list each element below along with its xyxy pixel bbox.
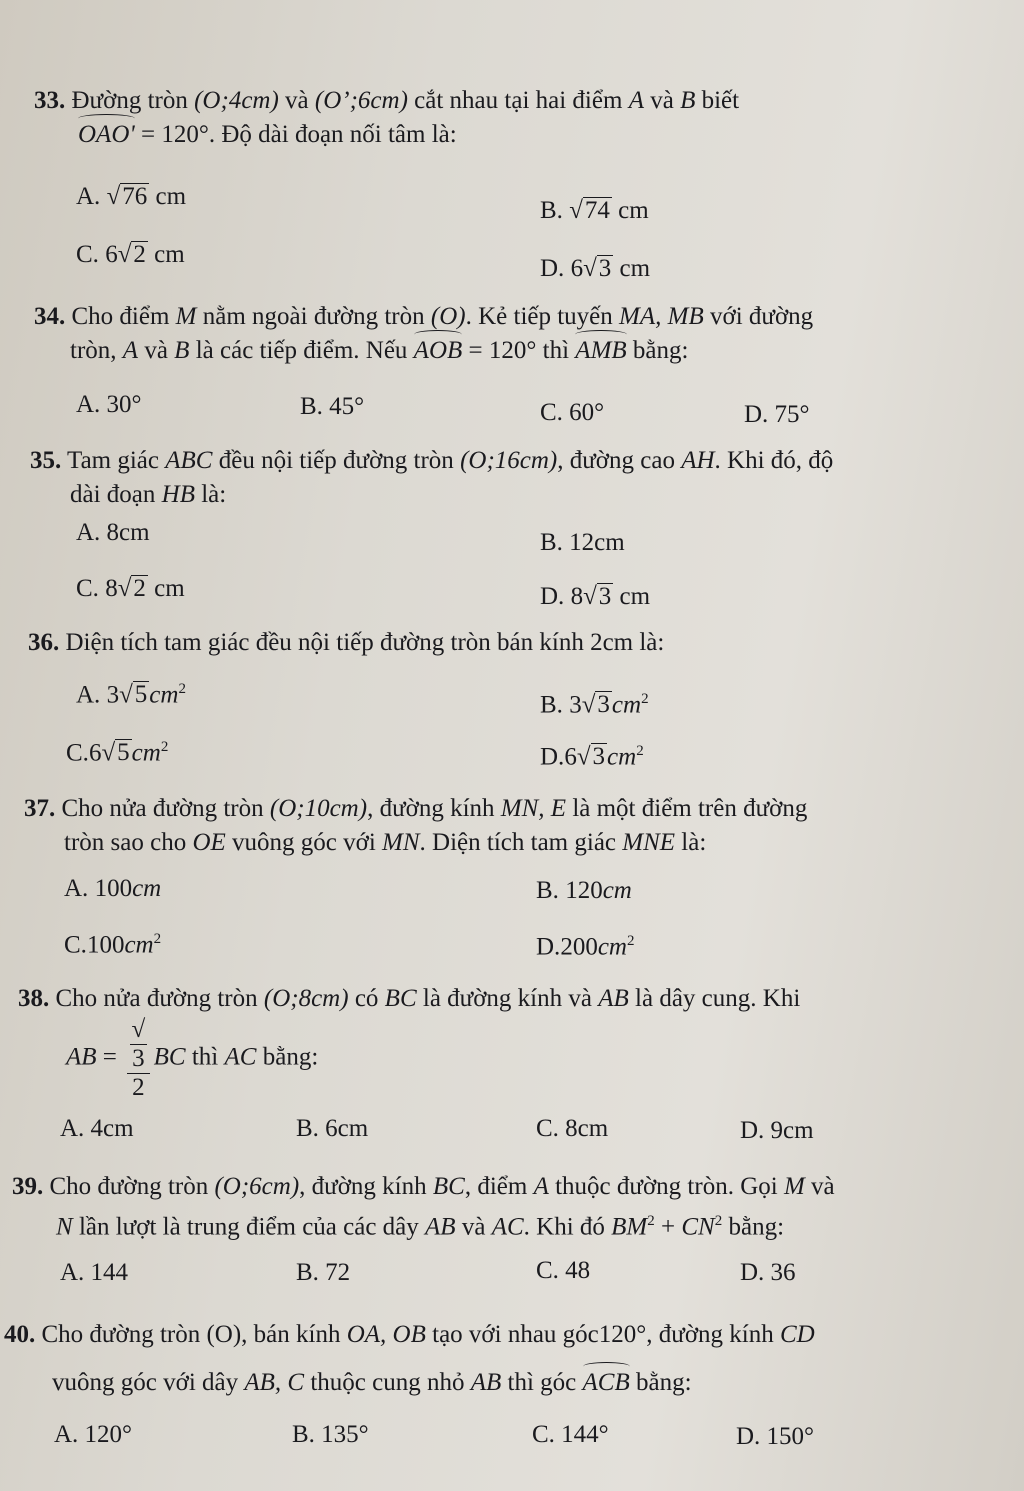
option-37-d[interactable] xyxy=(536,924,634,964)
text: 2 xyxy=(714,1213,723,1229)
text: B. xyxy=(540,197,563,224)
text: BC xyxy=(153,1043,186,1071)
angle-aob: AOB xyxy=(414,334,463,368)
point-label: A xyxy=(628,87,644,114)
question-number: 37. xyxy=(24,795,56,822)
text: với đường xyxy=(703,303,814,330)
text: nằm ngoài đường tròn xyxy=(196,303,431,330)
option-33-c[interactable]: C. 6√2 cm xyxy=(76,241,185,268)
text: D. xyxy=(540,255,565,282)
fraction xyxy=(127,1016,150,1102)
option-40-a[interactable]: A. 120° xyxy=(54,1421,133,1448)
option-37-c[interactable] xyxy=(64,922,161,962)
text: 100 xyxy=(86,931,125,959)
text: 5 xyxy=(134,681,148,709)
text: A xyxy=(122,337,139,364)
text: là: xyxy=(675,829,707,856)
text: cm xyxy=(602,877,632,904)
text: A. xyxy=(64,875,95,902)
text: + xyxy=(654,1213,682,1241)
option-40-c[interactable]: C. 144° xyxy=(532,1421,609,1448)
option-36-b[interactable]: B. $3√3cm^2$ xyxy=(540,691,649,719)
option-39-a[interactable]: A. 144 xyxy=(60,1259,129,1286)
question-number: 35. xyxy=(30,447,62,474)
point-label: B xyxy=(680,87,696,114)
question-39 xyxy=(12,1170,987,1244)
text: Cho đường tròn (O), bán kính xyxy=(35,1321,347,1348)
text: (O) xyxy=(430,303,466,330)
text: MN xyxy=(382,829,420,856)
text: là dây cung. Khi xyxy=(628,985,801,1012)
text: và xyxy=(643,87,681,114)
text: 2 xyxy=(647,1213,655,1229)
option-36-d[interactable]: $D.6√3cm^2$ xyxy=(540,743,644,771)
text: N xyxy=(56,1213,73,1241)
option-37-a[interactable] xyxy=(64,872,161,906)
angle-amb: AMB xyxy=(575,334,626,368)
text: Cho điểm xyxy=(65,303,176,330)
text: 76 xyxy=(122,183,148,210)
text: 120 xyxy=(565,877,603,904)
text: Cho nửa đường tròn xyxy=(55,795,270,822)
text: tròn sao cho xyxy=(64,829,193,856)
question-number: 34. xyxy=(34,303,66,330)
text: , đường kính xyxy=(299,1173,433,1200)
text: là đường kính và xyxy=(416,985,599,1012)
text: C. xyxy=(66,739,89,767)
option-33-a[interactable]: A. √76 cm xyxy=(76,183,187,210)
option-40-b[interactable]: B. 135° xyxy=(292,1421,369,1448)
option-34-b[interactable]: B. 45° xyxy=(300,393,365,420)
question-36 xyxy=(28,626,988,660)
text: OE xyxy=(192,829,226,856)
text: AC xyxy=(491,1213,524,1241)
option-34-a[interactable]: A. 30° xyxy=(76,391,142,418)
text: 2 xyxy=(160,739,169,755)
text: cm xyxy=(611,197,649,224)
text: BC xyxy=(384,985,417,1012)
text: bằng: xyxy=(629,1369,692,1396)
text: 3 xyxy=(597,691,610,719)
text: thì góc xyxy=(501,1369,583,1396)
text: 120° xyxy=(598,1321,647,1348)
text: biết xyxy=(695,87,740,114)
text: 3 xyxy=(569,691,582,719)
text: 2 xyxy=(636,743,644,759)
text: . Kẻ tiếp tuyến xyxy=(465,303,620,330)
text: = 120° xyxy=(462,337,537,364)
text: 3 xyxy=(132,1045,145,1072)
question-number: 39. xyxy=(12,1173,44,1200)
angle-acb: ACB xyxy=(583,1366,630,1400)
text: , điểm xyxy=(464,1173,534,1200)
angle-oao: OAO' xyxy=(78,118,135,152)
option-34-c[interactable]: C. 60° xyxy=(540,399,605,426)
text: bằng: xyxy=(626,337,689,364)
question-38-line2 xyxy=(66,1016,318,1102)
text: 3 xyxy=(598,255,612,282)
question-34 xyxy=(34,300,994,368)
text: 200 xyxy=(560,933,598,961)
text: cm xyxy=(607,743,637,771)
text: 100 xyxy=(94,875,133,902)
text: cm xyxy=(149,183,187,210)
text: dài đoạn xyxy=(70,481,162,508)
circle-label: (O’;6cm) xyxy=(314,87,408,114)
text: thì xyxy=(185,1043,225,1071)
option-35-a[interactable]: A. 8cm xyxy=(76,519,150,546)
question-35 xyxy=(30,444,990,512)
question-number: 36. xyxy=(28,629,60,656)
question-38 xyxy=(18,982,988,1016)
text: , đường kính xyxy=(367,795,501,822)
text: (O;6cm) xyxy=(214,1173,300,1200)
text: Cho nửa đường tròn xyxy=(49,985,264,1012)
option-35-c[interactable]: C. 8√2 cm xyxy=(76,575,185,602)
question-40 xyxy=(4,1318,994,1352)
text: và xyxy=(804,1173,835,1200)
text: CD xyxy=(780,1321,815,1348)
text: tròn, xyxy=(70,337,123,364)
option-39-c[interactable]: C. 48 xyxy=(536,1257,591,1284)
text: CN xyxy=(681,1213,715,1241)
option-33-b[interactable]: B. √74 cm xyxy=(540,197,649,224)
text: HB xyxy=(161,481,195,508)
text: và xyxy=(138,337,175,364)
text: (O;10cm) xyxy=(269,795,368,822)
text: AB xyxy=(425,1213,456,1241)
text: cm xyxy=(611,691,642,719)
text: M xyxy=(175,303,197,330)
option-35-b[interactable]: B. 12cm xyxy=(540,529,625,556)
text: 3 xyxy=(598,583,612,610)
text: là các tiếp điểm. Nếu xyxy=(189,337,414,364)
text: 2 xyxy=(133,575,146,602)
text: BM xyxy=(611,1213,648,1241)
text: MNE xyxy=(622,829,676,856)
question-number: 40. xyxy=(4,1321,36,1348)
text: cm xyxy=(149,681,179,709)
text: B xyxy=(174,337,190,364)
option-38-d[interactable]: D. 9cm xyxy=(740,1117,814,1144)
text: 2 xyxy=(132,1074,145,1101)
text: M xyxy=(783,1173,805,1200)
text: Cho đường tròn xyxy=(43,1173,215,1200)
text: D. xyxy=(540,583,565,610)
text: 2 xyxy=(178,681,186,697)
text: vuông góc với xyxy=(225,829,383,856)
text: (O;16cm) xyxy=(460,447,558,474)
text: 2 xyxy=(641,691,649,707)
text: . Khi đó xyxy=(523,1213,612,1241)
text: thì xyxy=(536,337,576,364)
text: 2 xyxy=(133,241,146,268)
text: OA, OB xyxy=(346,1321,426,1348)
text: , đường cao xyxy=(557,447,682,474)
option-38-b[interactable]: B. 6cm xyxy=(296,1115,369,1142)
text: 74 xyxy=(584,197,610,224)
text: . Diện tích tam giác xyxy=(419,829,623,856)
text: 8 xyxy=(570,583,584,610)
text: 6 xyxy=(564,743,577,771)
option-39-b[interactable]: B. 72 xyxy=(296,1259,351,1286)
text: BC xyxy=(432,1173,465,1200)
option-38-c[interactable]: C. 8cm xyxy=(536,1115,609,1142)
text: cm xyxy=(597,933,627,961)
text: , đường kính xyxy=(646,1321,780,1348)
text: và xyxy=(278,87,315,114)
text: tạo với nhau góc xyxy=(425,1321,599,1348)
text: AB xyxy=(598,985,629,1012)
text: C. xyxy=(64,931,87,959)
option-37-b[interactable] xyxy=(536,874,632,908)
option-40-d[interactable]: D. 150° xyxy=(736,1423,815,1450)
text: Tam giác xyxy=(61,447,166,474)
text: cm xyxy=(124,931,154,959)
text: B. xyxy=(540,691,563,719)
text: cm xyxy=(131,739,161,767)
text: Đường tròn xyxy=(71,87,195,114)
text: cm xyxy=(613,583,651,610)
text: Diện tích tam giác đều nội tiếp đường tròn bán kính 2cm là: xyxy=(59,629,665,656)
circle-label: (O;4cm) xyxy=(194,87,279,114)
text: bằng: xyxy=(722,1213,785,1241)
text: thuộc đường tròn. Gọi xyxy=(548,1173,784,1200)
text: 3 xyxy=(106,681,120,709)
text: 8 xyxy=(105,575,118,602)
text: 3 xyxy=(592,743,606,771)
text: lần lượt là trung điểm của các dây xyxy=(72,1213,426,1241)
text: B. xyxy=(536,877,566,904)
text: √ 3 xyxy=(127,1016,150,1074)
text: C. xyxy=(76,575,99,602)
text: cm xyxy=(147,575,185,602)
text: AC xyxy=(224,1043,257,1071)
text: MA, MB xyxy=(619,303,704,330)
text: có xyxy=(348,985,385,1012)
text: 6 xyxy=(105,241,118,268)
text: là: xyxy=(194,481,227,508)
text: vuông góc với dây xyxy=(52,1369,245,1396)
text: D. xyxy=(536,933,561,961)
question-37 xyxy=(24,792,989,860)
text: 5 xyxy=(117,739,130,767)
text: cm xyxy=(132,875,162,902)
text: . Độ dài đoạn nối tâm là: xyxy=(208,121,457,148)
text: MN, E xyxy=(500,795,567,822)
option-36-a[interactable]: A. $3√5cm^2$ xyxy=(76,681,186,709)
text: đều nội tiếp đường tròn xyxy=(212,447,461,474)
text: AB xyxy=(66,1043,97,1071)
text: cm xyxy=(147,241,185,268)
text: cm xyxy=(613,255,651,282)
option-36-c[interactable]: $C.6√5cm^2$ xyxy=(66,739,169,767)
text: 2 xyxy=(626,933,635,949)
text: thuộc cung nhỏ xyxy=(304,1369,471,1396)
question-number: 38. xyxy=(18,985,50,1012)
option-39-d[interactable]: D. 36 xyxy=(740,1259,796,1286)
text: D. xyxy=(540,743,565,771)
question-40-line2 xyxy=(52,1366,692,1400)
text: = xyxy=(96,1043,124,1071)
question-33 xyxy=(34,84,994,152)
text: A. xyxy=(76,681,101,709)
option-34-d[interactable]: D. 75° xyxy=(744,401,810,428)
text: 6 xyxy=(88,739,102,767)
text: ABC xyxy=(165,447,213,474)
text: 6 xyxy=(570,255,584,282)
text: cắt nhau tại hai điểm xyxy=(407,87,629,114)
text: và xyxy=(455,1213,492,1241)
text: AB xyxy=(470,1369,502,1396)
text: (O;8cm) xyxy=(263,985,349,1012)
option-35-d[interactable]: D. 8√3 cm xyxy=(540,583,651,610)
text: A. xyxy=(76,183,101,210)
text: A xyxy=(533,1173,549,1200)
option-33-d[interactable]: D. 6√3 cm xyxy=(540,255,651,282)
question-number: 33. xyxy=(34,87,66,114)
text: AB, C xyxy=(244,1369,305,1396)
text: AH xyxy=(681,447,715,474)
option-38-a[interactable]: A. 4cm xyxy=(60,1115,134,1142)
text: C. xyxy=(76,241,99,268)
text: là một điểm trên đường xyxy=(566,795,808,822)
text: . Khi đó, độ xyxy=(714,447,834,474)
text: = 120° xyxy=(134,121,209,148)
text: 2 xyxy=(153,931,162,947)
text: bằng: xyxy=(256,1043,319,1071)
